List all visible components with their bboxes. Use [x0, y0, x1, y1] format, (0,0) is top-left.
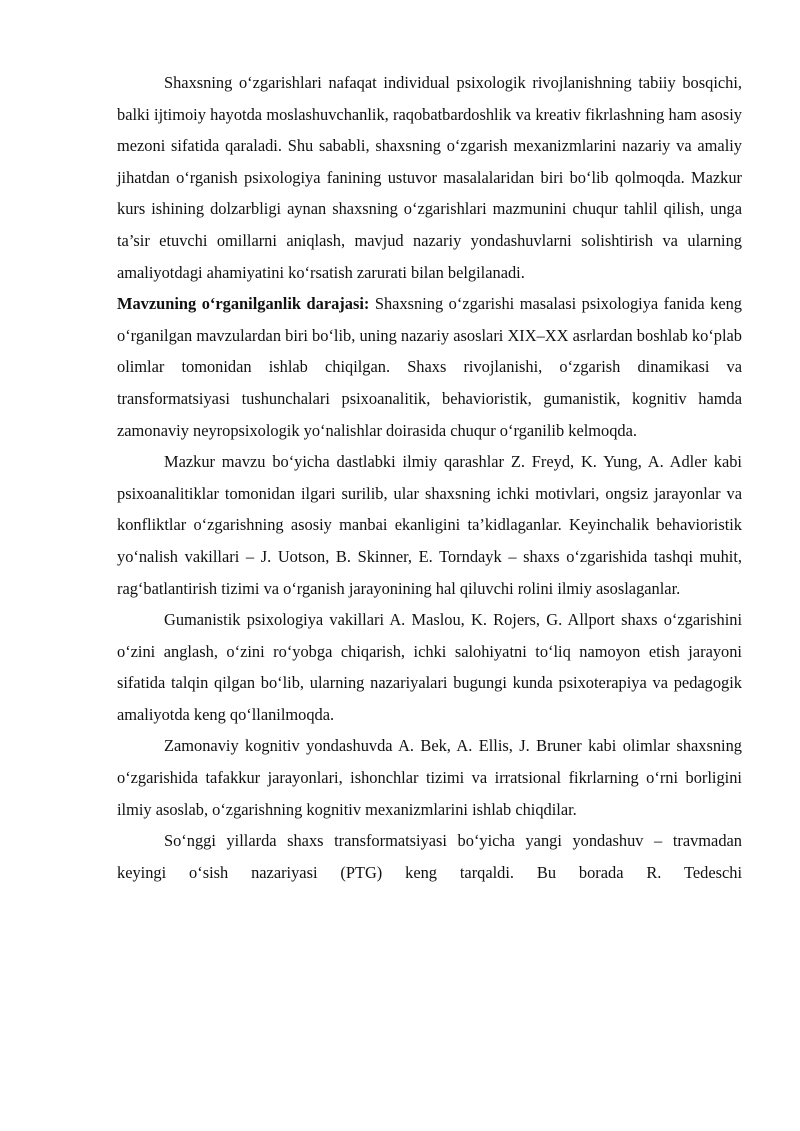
document-page: [117, 67, 742, 888]
paragraph-cognitive: Zamonaviy kognitiv yondashuvda A. Bek, A. Ellis, J. Bruner kabi olimlar shaxsning o‘zgarishida tafakkur jarayonlari, ishonchlar tizimi va irratsional fikrlarning o‘rni borligini ilmiy asoslab, o‘zgarishning kognitiv mexanizmlarini ishlab chiqdilar.: [117, 736, 742, 819]
paragraph-study-level-text: Shaxsning o‘zgarishi masalasi psixologiya fanida keng o‘rganilgan mavzulardan biri bo‘lib, uning nazariy asoslari XIX–XX asrlardan boshlab ko‘plab olimlar tomonidan ishlab chiqilgan. Shaxs rivojlanishi, o‘zgarish dinamikasi va transformatsiyasi tushunchalari psixoanalitik, behavioristik, gumanistik, kognitiv hamda zamonaviy neyropsixologik yo‘nalishlar doirasida chuqur o‘rganilib kelmoqda.: [117, 294, 742, 440]
paragraph-study-level: [117, 288, 742, 446]
paragraph-relevance: Shaxsning o‘zgarishlari nafaqat individual psixologik rivojlanishning tabiiy bosqichi, balki ijtimoiy hayotda moslashuvchanlik, raqobatbardoshlik va kreativ fikrlashning ham asosiy mezoni sifatida qaraladi. Shu sababli, shaxsning o‘zgarish mexanizmlarini nazariy va amaliy jihatdan o‘rganish psixologiya fanining ustuvor masalalaridan biri bo‘lib qolmoqda. Mazkur kurs ishining dolzarbligi aynan shaxsning o‘zgarishlari mazmunini chuqur tahlil qilish, unga ta’sir etuvchi omillarni aniqlash, mavjud nazariy yondashuvlarni solishtirish va ularning amaliyotdagi ahamiyatini ko‘rsatish zarurati bilan belgilanadi.: [117, 73, 742, 282]
paragraph-humanistic: Gumanistik psixologiya vakillari A. Maslou, K. Rojers, G. Allport shaxs o‘zgarishini o‘zini anglash, o‘zini ro‘yobga chiqarish, ichki salohiyatni to‘liq namoyon etish jarayoni sifatida talqin qilgan bo‘lib, ularning nazariyalari bugungi kunda psixoterapiya va pedagogik amaliyotda keng qo‘llanilmoqda.: [117, 610, 742, 724]
section-heading: Mavzuning o‘rganilganlik darajasi:: [117, 294, 370, 314]
paragraph-psychoanalytic: Mazkur mavzu bo‘yicha dastlabki ilmiy qarashlar Z. Freyd, K. Yung, A. Adler kabi psixoanalitiklar tomonidan ilgari surilib, ular shaxsning ichki motivlari, ongsiz jarayonlar va konfliktlar o‘zgarishning asosiy manbai ekanligini ta’kidlaganlar. Keyinchalik behavioristik yo‘nalish vakillari – J. Uotson, B. Skinner, E. Torndayk – shaxs o‘zgarishida tashqi muhit, rag‘batlantirish tizimi va o‘rganish jarayonining hal qiluvchi rolini ilmiy asoslaganlar.: [117, 452, 742, 598]
paragraph-ptg: So‘nggi yillarda shaxs transformatsiyasi bo‘yicha yangi yondashuv – travmadan keyingi o‘sish nazariyasi (PTG) keng tarqaldi. Bu borada R. Tedeschi: [117, 831, 742, 882]
